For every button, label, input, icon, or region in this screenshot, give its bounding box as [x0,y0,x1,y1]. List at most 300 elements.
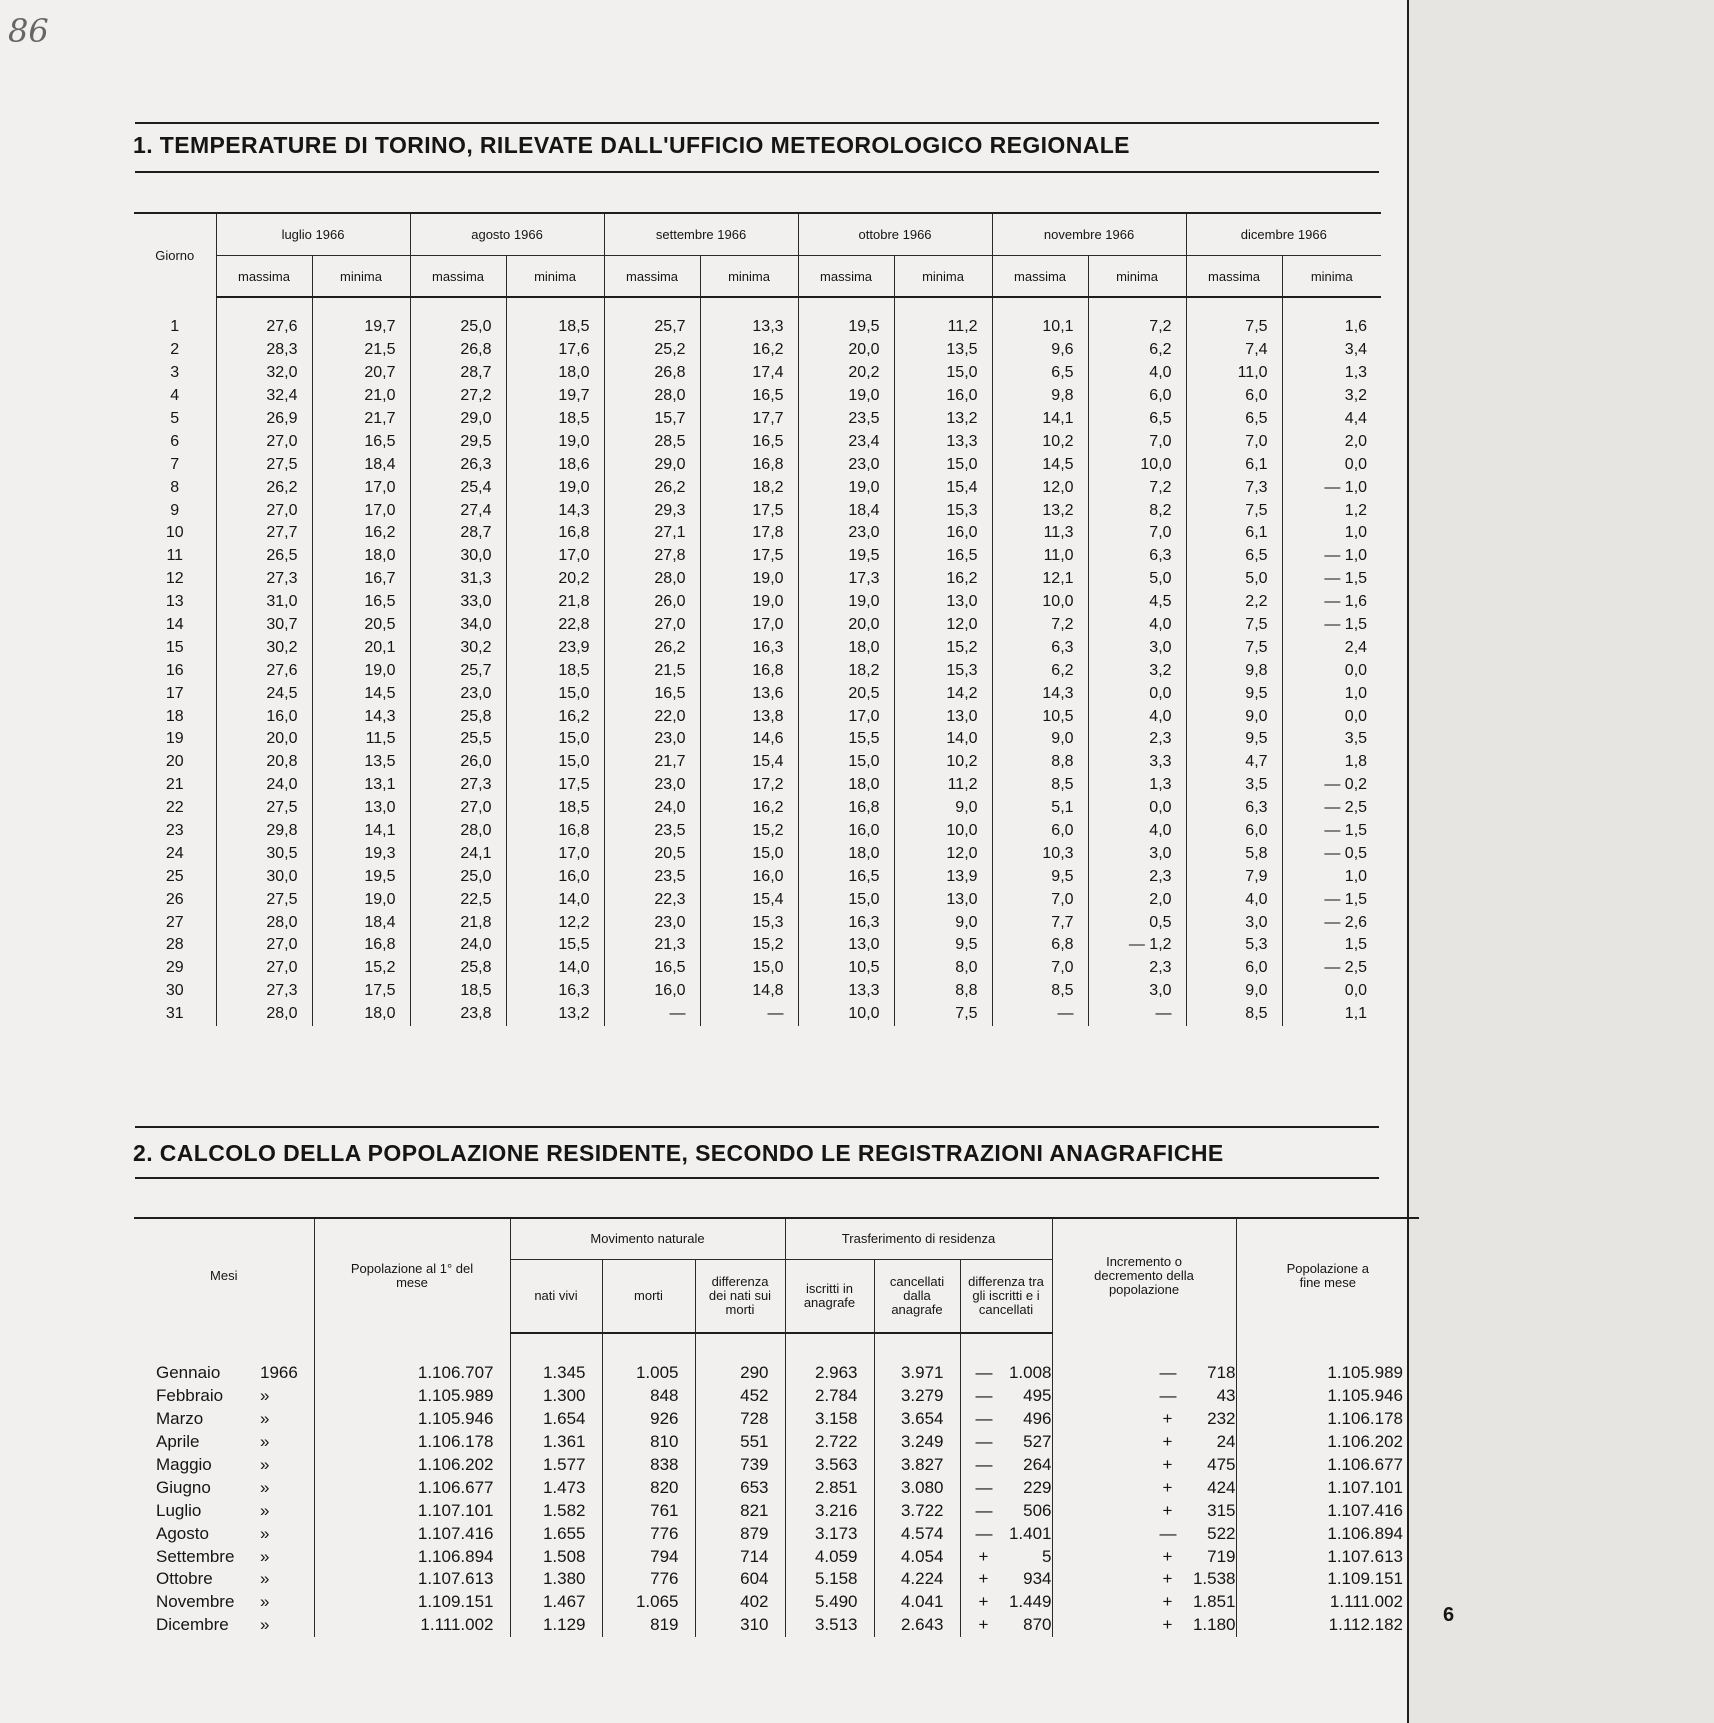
min-temp-cell: — 1,5 [1282,614,1381,637]
max-temp-cell: 26,2 [604,476,700,499]
min-temp-cell: 14,8 [700,980,798,1003]
nati-cell: 1.300 [510,1385,602,1408]
min-temp-cell: 16,7 [312,568,410,591]
max-temp-cell: 23,5 [604,865,700,888]
nati-cell: 1.467 [510,1591,602,1614]
diff-tr-value: 1.449 [1008,1592,1052,1612]
max-header: massima [216,256,312,298]
pop-inizio-cell: 1.105.946 [314,1408,510,1431]
sign: + [1162,1592,1173,1612]
temperature-table-body [134,297,1381,1026]
month-year: » [260,1386,270,1406]
pop-fine-cell: 1.109.151 [1236,1568,1419,1591]
min-temp-cell: 16,0 [894,522,992,545]
min-temp-cell: 16,8 [506,820,604,843]
morti-cell: 1.065 [602,1591,695,1614]
day-cell: 2 [170,341,180,359]
day-cell: 6 [170,432,180,450]
diff-tr-value: 1.008 [1008,1363,1052,1383]
pop-fine-cell: 1.105.989 [1236,1362,1419,1385]
min-temp-cell: 14,3 [506,499,604,522]
sign: — [1159,1386,1177,1406]
day-cell: 21 [165,776,184,794]
month-year: » [260,1455,270,1474]
min-temp-cell: 14,0 [506,888,604,911]
incremento-value: 475 [1207,1455,1236,1474]
pop-inizio-cell: 1.106.677 [314,1476,510,1499]
max-temp-cell: 26,9 [216,408,312,431]
month-name: Gennaio [156,1363,221,1383]
max-temp-cell: 6,0 [992,820,1088,843]
diff-tr-value: 527 [1023,1432,1052,1452]
min-temp-cell: 16,8 [700,659,798,682]
temperature-row [134,774,1381,797]
min-temp-cell: 22,8 [506,614,604,637]
nati-cell: 1.582 [510,1499,602,1522]
min-temp-cell: 15,3 [894,499,992,522]
diff-tr-value: 5 [1042,1546,1052,1566]
min-temp-cell: 16,8 [700,453,798,476]
handwritten-page-number: 86 [8,12,49,50]
temperature-row [134,957,1381,980]
pop-inizio-cell: 1.106.202 [314,1454,510,1477]
day-cell: 14 [165,616,184,634]
max-temp-cell: 18,0 [798,842,894,865]
incremento-value: 1.538 [1192,1569,1236,1589]
min-temp-cell: 15,0 [700,842,798,865]
max-temp-cell: 29,8 [216,820,312,843]
iscritti-cell: 3.158 [785,1408,874,1431]
diff-nat-cell: 714 [695,1545,785,1568]
title2-rule-bottom [135,1177,1379,1179]
min-temp-cell: 20,2 [506,568,604,591]
month-cell [134,1408,314,1431]
incremento-cell [1052,1568,1236,1591]
pop-fine-cell: 1.107.416 [1236,1499,1419,1522]
diff-tr-value: 264 [1023,1455,1052,1474]
min-temp-cell: 15,5 [506,934,604,957]
max-temp-cell: 16,3 [798,911,894,934]
min-temp-cell: 7,5 [894,1003,992,1026]
month-name: Dicembre [156,1615,229,1635]
temperature-row [134,1003,1381,1026]
spacer-cell [314,1333,510,1362]
max-temp-cell: 13,3 [798,980,894,1003]
nati-cell: 1.380 [510,1568,602,1591]
min-temp-cell: 9,0 [894,797,992,820]
max-temp-cell: 4,7 [1186,751,1282,774]
morti-cell: 820 [602,1476,695,1499]
day-cell: 20 [165,753,184,771]
min-temp-cell: 2,4 [1282,636,1381,659]
day-cell: 4 [170,387,180,405]
min-temp-cell: 17,6 [506,339,604,362]
month-header: dicembre 1966 [1186,213,1381,256]
month-name: Febbraio [156,1386,224,1406]
sign: — [975,1432,993,1452]
nati-cell: 1.129 [510,1614,602,1637]
cancellati-cell: 2.643 [874,1614,960,1637]
temperature-row [134,842,1381,865]
min-temp-cell: 16,5 [700,385,798,408]
day-header: Giorno [155,248,195,263]
title1-rule-bottom [135,171,1379,173]
max-temp-cell: 20,8 [216,751,312,774]
month-year: » [260,1569,270,1589]
morti-cell: 926 [602,1408,695,1431]
min-temp-cell: 11,5 [312,728,410,751]
max-temp-cell: 6,5 [1186,408,1282,431]
min-temp-cell: — 2,6 [1282,911,1381,934]
month-year: » [260,1432,270,1452]
min-temp-cell: 2,3 [1088,865,1186,888]
sign: — [1159,1363,1177,1383]
min-temp-cell: 2,3 [1088,957,1186,980]
min-temp-cell: 19,0 [506,430,604,453]
min-temp-cell: 1,3 [1088,774,1186,797]
min-temp-cell: 15,0 [506,682,604,705]
max-temp-cell: 8,5 [992,774,1088,797]
min-temp-cell: 16,0 [700,865,798,888]
sign: + [978,1615,989,1635]
max-temp-cell: 10,0 [992,591,1088,614]
max-temp-cell: 27,0 [216,957,312,980]
day-cell: 30 [165,982,184,1000]
min-temp-cell: 12,2 [506,911,604,934]
min-header: minima [700,256,798,298]
max-temp-cell: 26,2 [604,636,700,659]
diff-nat-header [695,1260,785,1334]
temperature-row [134,682,1381,705]
iscritti-cell: 3.216 [785,1499,874,1522]
month-header: ottobre 1966 [798,213,992,256]
max-temp-cell: 10,2 [992,430,1088,453]
max-temp-cell: 7,5 [1186,499,1282,522]
day-cell: 12 [165,570,184,588]
month-row [134,1431,1419,1454]
max-temp-cell: 8,5 [992,980,1088,1003]
iscritti-cell: 2.722 [785,1431,874,1454]
cancellati-cell: 3.279 [874,1385,960,1408]
max-temp-cell: 10,0 [798,1003,894,1026]
nati-cell: 1.655 [510,1522,602,1545]
sign: — [975,1363,993,1383]
spacer-cell [798,297,894,316]
max-temp-cell: 29,3 [604,499,700,522]
incremento-cell [1052,1614,1236,1637]
max-temp-cell: 13,0 [798,934,894,957]
month-cell [134,1545,314,1568]
max-temp-cell: 27,2 [410,385,506,408]
spacer-cell [1236,1333,1419,1362]
diff-tr-cell [960,1522,1052,1545]
min-temp-cell: 14,6 [700,728,798,751]
sign: — [1159,1523,1177,1543]
diff-tr-header-label: differenza tra gli iscritti e i cancellati [968,1274,1044,1317]
max-temp-cell: 32,4 [216,385,312,408]
max-temp-cell: 9,0 [992,728,1088,751]
min-temp-cell: 13,5 [894,339,992,362]
morti-cell: 776 [602,1568,695,1591]
max-temp-cell: 6,0 [1186,385,1282,408]
min-temp-cell: 5,0 [1088,568,1186,591]
max-temp-cell: 25,8 [410,705,506,728]
max-temp-cell: 5,8 [1186,842,1282,865]
min-temp-cell: 0,0 [1282,659,1381,682]
day-cell: 16 [165,661,184,679]
min-temp-cell: 9,0 [894,911,992,934]
table2-title: 2. CALCOLO DELLA POPOLAZIONE RESIDENTE, SECONDO LE REGISTRAZIONI ANAGRAFICHE [133,1140,1224,1166]
min-temp-cell: 20,7 [312,362,410,385]
month-cell [134,1568,314,1591]
max-temp-cell: 27,0 [410,797,506,820]
table1-title: 1. TEMPERATURE DI TORINO, RILEVATE DALL'UFFICIO METEOROLOGICO REGIONALE [133,132,1130,158]
min-temp-cell: 17,0 [312,499,410,522]
min-temp-cell: — 2,5 [1282,957,1381,980]
max-temp-cell: 30,0 [216,865,312,888]
morti-cell: 838 [602,1454,695,1477]
max-temp-cell: 33,0 [410,591,506,614]
min-temp-cell: 16,0 [506,865,604,888]
trasferimento-header: Trasferimento di residenza [785,1218,1052,1260]
max-temp-cell: 27,5 [216,453,312,476]
max-temp-cell: 23,0 [604,911,700,934]
max-temp-cell: 14,3 [992,682,1088,705]
min-temp-cell: 19,0 [312,659,410,682]
min-temp-cell: 16,3 [700,636,798,659]
mesi-header: Mesi [210,1268,238,1283]
min-temp-cell: 16,2 [312,522,410,545]
temperature-row [134,476,1381,499]
month-row [134,1385,1419,1408]
cancellati-cell: 3.080 [874,1476,960,1499]
day-cell: 28 [165,936,184,954]
max-temp-cell: 29,5 [410,430,506,453]
month-cell [134,1454,314,1477]
spacer-cell [960,1333,1052,1362]
temperature-row [134,453,1381,476]
temperature-row [134,751,1381,774]
min-temp-cell: 21,0 [312,385,410,408]
min-temp-cell: 19,3 [312,842,410,865]
max-header: massima [410,256,506,298]
max-temp-cell: 30,2 [216,636,312,659]
day-cell: 19 [165,730,184,748]
month-name: Luglio [156,1500,202,1520]
diff-nat-cell: 310 [695,1614,785,1637]
diff-tr-value: 496 [1023,1409,1052,1429]
sign: + [1162,1432,1173,1452]
month-row [134,1614,1419,1637]
sign: — [975,1477,993,1497]
nati-cell: 1.654 [510,1408,602,1431]
min-temp-cell: 4,0 [1088,614,1186,637]
temperature-row [134,339,1381,362]
spacer-cell [695,1333,785,1362]
max-temp-cell: 25,4 [410,476,506,499]
max-temp-cell: 7,9 [1186,865,1282,888]
max-temp-cell: 13,2 [992,499,1088,522]
min-temp-cell: 0,0 [1088,682,1186,705]
morti-cell: 794 [602,1545,695,1568]
max-temp-cell: 29,0 [604,453,700,476]
incremento-value: 1.180 [1192,1615,1236,1635]
min-temp-cell: 15,2 [894,636,992,659]
day-cell: 24 [165,844,184,862]
max-temp-cell: 14,1 [992,408,1088,431]
min-temp-cell: 14,0 [506,957,604,980]
diff-tr-cell [960,1499,1052,1522]
pop-fine-cell: 1.112.182 [1236,1614,1419,1637]
day-cell: 29 [165,959,184,977]
min-header: minima [1088,256,1186,298]
month-cell [134,1499,314,1522]
min-temp-cell: 4,0 [1088,705,1186,728]
title1-rule-top [135,122,1379,124]
incremento-value: 232 [1207,1409,1236,1429]
max-temp-cell: 24,0 [604,797,700,820]
month-year: » [260,1477,270,1497]
min-temp-cell: 19,0 [700,568,798,591]
min-temp-cell: 15,4 [894,476,992,499]
min-temp-cell: 17,0 [506,545,604,568]
month-year: 1966 [260,1363,298,1383]
diff-nat-cell: 879 [695,1522,785,1545]
max-temp-cell: 23,8 [410,1003,506,1026]
day-cell: 9 [170,501,180,519]
max-temp-cell: 19,5 [798,316,894,339]
diff-tr-cell [960,1476,1052,1499]
max-temp-cell: 6,8 [992,934,1088,957]
iscritti-cell: 4.059 [785,1545,874,1568]
min-temp-cell: 15,4 [700,751,798,774]
spacer-cell [1186,297,1282,316]
max-temp-cell: 19,0 [798,591,894,614]
max-temp-cell: 24,5 [216,682,312,705]
max-temp-cell: 21,3 [604,934,700,957]
min-temp-cell: 0,0 [1282,980,1381,1003]
max-temp-cell: 17,3 [798,568,894,591]
min-temp-cell: 21,8 [506,591,604,614]
min-temp-cell: 1,8 [1282,751,1381,774]
max-temp-cell: 12,0 [992,476,1088,499]
max-temp-cell: 4,0 [1186,888,1282,911]
min-temp-cell: 1,5 [1282,934,1381,957]
incremento-value: 315 [1207,1500,1236,1520]
day-cell: 3 [170,364,180,382]
max-temp-cell: 20,5 [798,682,894,705]
min-temp-cell: 13,0 [312,797,410,820]
day-cell: 5 [170,410,180,427]
min-temp-cell: 13,3 [700,316,798,339]
month-name: Maggio [156,1455,212,1474]
max-temp-cell: 7,5 [1186,636,1282,659]
cancellati-header [874,1260,960,1334]
spacer-cell [602,1333,695,1362]
max-temp-cell: 7,3 [1186,476,1282,499]
temperature-row [134,705,1381,728]
diff-tr-value: 1.401 [1008,1523,1052,1543]
nati-cell: 1.345 [510,1362,602,1385]
temperature-row [134,865,1381,888]
spacer-cell [134,1333,314,1362]
min-temp-cell: 0,0 [1282,453,1381,476]
max-temp-cell: 27,8 [604,545,700,568]
min-temp-cell: 1,0 [1282,522,1381,545]
sign: — [975,1523,993,1543]
spacer-cell [992,297,1088,316]
sign: + [1162,1569,1173,1589]
min-temp-cell: 18,2 [700,476,798,499]
sign: + [978,1592,989,1612]
diff-tr-cell [960,1408,1052,1431]
min-temp-cell: 18,4 [312,453,410,476]
month-cell [134,1522,314,1545]
diff-tr-cell [960,1591,1052,1614]
month-year: » [260,1615,270,1635]
max-temp-cell: 24,1 [410,842,506,865]
min-temp-cell: 17,0 [700,614,798,637]
temperature-row [134,820,1381,843]
max-temp-cell: 22,5 [410,888,506,911]
month-name: Novembre [156,1592,235,1612]
month-row [134,1522,1419,1545]
min-temp-cell: — 2,5 [1282,797,1381,820]
max-temp-cell: 6,1 [1186,522,1282,545]
cancellati-cell: 3.971 [874,1362,960,1385]
diff-tr-value: 870 [1023,1615,1052,1635]
max-temp-cell: 31,3 [410,568,506,591]
max-temp-cell: 16,8 [798,797,894,820]
iscritti-cell: 2.784 [785,1385,874,1408]
spacer-row [134,1333,1419,1362]
max-temp-cell: 11,3 [992,522,1088,545]
diff-nat-cell: 551 [695,1431,785,1454]
incremento-cell [1052,1591,1236,1614]
max-temp-cell: — [604,1003,700,1026]
month-name: Settembre [156,1546,235,1566]
min-temp-cell: 2,0 [1088,888,1186,911]
diff-nat-cell: 452 [695,1385,785,1408]
sign: — [975,1455,993,1474]
min-temp-cell: 21,7 [312,408,410,431]
max-temp-cell: — [992,1003,1088,1026]
min-temp-cell: 17,0 [506,842,604,865]
month-cell [134,1385,314,1408]
max-temp-cell: 23,5 [798,408,894,431]
max-temp-cell: 6,5 [1186,545,1282,568]
pop-inizio-cell: 1.107.613 [314,1568,510,1591]
diff-tr-cell [960,1431,1052,1454]
spacer-cell [785,1333,874,1362]
min-temp-cell: 18,5 [506,659,604,682]
day-cell: 22 [165,799,184,817]
month-row [134,1454,1419,1477]
max-temp-cell: 28,5 [604,430,700,453]
spacer-cell [410,297,506,316]
min-temp-cell: 13,8 [700,705,798,728]
min-temp-cell: 14,0 [894,728,992,751]
diff-tr-cell [960,1362,1052,1385]
iscritti-header [785,1260,874,1334]
nati-header: nati vivi [510,1260,602,1334]
min-temp-cell: 16,2 [506,705,604,728]
min-temp-cell: 6,2 [1088,339,1186,362]
sign: + [1162,1615,1173,1635]
iscritti-cell: 5.490 [785,1591,874,1614]
min-temp-cell: 16,2 [894,568,992,591]
temperature-row [134,568,1381,591]
